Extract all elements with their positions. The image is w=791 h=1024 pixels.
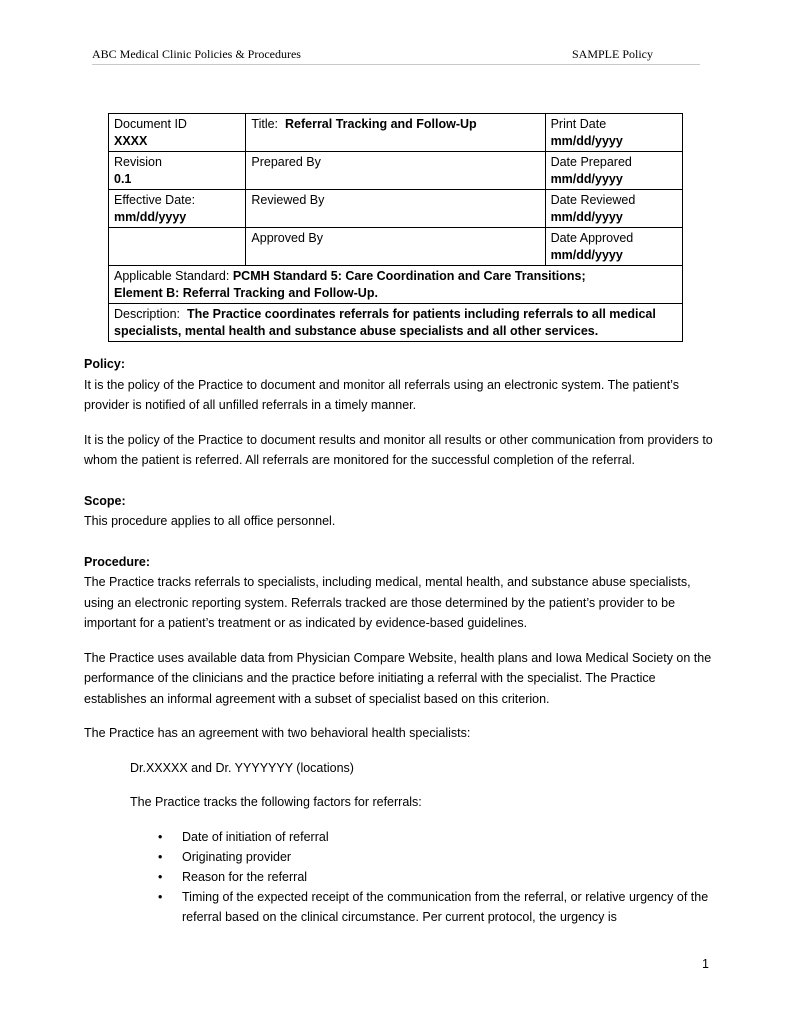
- table-row: [109, 266, 683, 304]
- element-value: Element B: Referral Tracking and Follow-Up.: [114, 286, 378, 300]
- description-label: Description:: [114, 307, 180, 321]
- revision-value: 0.1: [114, 172, 132, 186]
- applicable-standard-cell: [109, 266, 683, 304]
- date-prepared-label: Date Prepared: [550, 155, 632, 169]
- effective-date-cell: [109, 190, 246, 228]
- list-item: • Reason for the referral: [156, 867, 714, 887]
- date-reviewed-label: Date Reviewed: [550, 193, 636, 207]
- list-item: • Timing of the expected receipt of the communication from the referral, or relative urgency of the referral based on the clinical circumstance. Per current protocol, the urgency is: [156, 887, 714, 927]
- bullet-icon: •: [158, 889, 163, 904]
- page-number: 1: [702, 957, 709, 971]
- approved-by-label: Approved By: [251, 231, 323, 245]
- effective-date-value: mm/dd/yyyy: [114, 210, 187, 224]
- reviewed-by-cell: [246, 190, 545, 228]
- table-row: [109, 228, 683, 266]
- document-id-value: XXXX: [114, 134, 148, 148]
- procedure-paragraph-1: The Practice tracks referrals to specialists, including medical, mental health, and substance abuse specialists, using an electronic reporting system. Referrals tracked are those determined by the patient’s provider to be important for a patient’s treatment or as indicated by evidence-based guidelines.: [84, 575, 691, 630]
- approved-by-cell: [246, 228, 545, 266]
- prepared-by-cell: [246, 152, 545, 190]
- date-prepared-value: mm/dd/yyyy: [550, 172, 623, 186]
- bullet-icon: •: [158, 869, 163, 884]
- document-id-cell: [109, 114, 246, 152]
- table-row: [109, 114, 683, 152]
- table-row: [109, 190, 683, 228]
- specialists-line: Dr.XXXXX and Dr. YYYYYYY (locations): [130, 760, 354, 775]
- description-value: The Practice coordinates referrals for patients including referrals to all medical specialists, mental health and substance abuse specialists and all other services.: [114, 307, 656, 338]
- scope-paragraph: This procedure applies to all office personnel.: [84, 514, 336, 528]
- title-value: Referral Tracking and Follow-Up: [284, 117, 477, 131]
- policy-paragraph-1: It is the policy of the Practice to document and monitor all referrals using an electronic system. The patient’s provider is notified of all unfilled referrals in a timely manner.: [84, 377, 679, 412]
- document-id-label: Document ID: [114, 117, 187, 131]
- revision-cell: [109, 152, 246, 190]
- print-date-value: mm/dd/yyyy: [550, 134, 623, 148]
- table-row: [109, 304, 683, 342]
- title-label: Title:: [251, 117, 279, 131]
- effective-date-label: Effective Date:: [114, 193, 196, 207]
- page-header: [92, 47, 700, 65]
- document-info-table: [108, 113, 683, 342]
- prepared-by-label: Prepared By: [251, 155, 321, 169]
- empty-cell: [109, 228, 246, 266]
- date-reviewed-value: mm/dd/yyyy: [550, 210, 623, 224]
- policy-paragraph-2: It is the policy of the Practice to document results and monitor all results or other communication from providers to whom the patient is referred. All referrals are monitored for the successful completion of the referral.: [84, 432, 713, 467]
- header-clinic-title: ABC Medical Clinic Policies & Procedures: [92, 47, 301, 61]
- procedure-paragraph-3: The Practice has an agreement with two behavioral health specialists:: [84, 726, 471, 740]
- date-approved-value: mm/dd/yyyy: [550, 248, 623, 262]
- scope-heading: Scope:: [84, 493, 126, 508]
- print-date-cell: [545, 114, 682, 152]
- factors-intro: The Practice tracks the following factors for referrals:: [130, 795, 422, 809]
- header-sample-policy: SAMPLE Policy: [571, 47, 653, 61]
- standard-value: PCMH Standard 5: Care Coordination and Care Transitions;: [232, 269, 586, 283]
- description-cell: [109, 304, 683, 342]
- document-body: [84, 354, 714, 927]
- table-row: [109, 152, 683, 190]
- standard-label: Applicable Standard:: [114, 269, 230, 283]
- procedure-heading: Procedure:: [84, 554, 150, 569]
- revision-label: Revision: [114, 155, 162, 169]
- procedure-paragraph-2: The Practice uses available data from Physician Compare Website, health plans and Iowa Medical Society on the performance of the clinicians and the practice before initiating a referral with the specialist. The Practice establishes an informal agreement with a subset of specialist based on this criterion.: [84, 650, 712, 706]
- bullet-icon: •: [158, 849, 163, 864]
- list-item: • Date of initiation of referral: [156, 827, 714, 847]
- title-cell: [246, 114, 545, 152]
- reviewed-by-label: Reviewed By: [251, 193, 325, 207]
- print-date-label: Print Date: [550, 117, 607, 131]
- date-approved-cell: [545, 228, 682, 266]
- bullet-icon: •: [158, 829, 163, 844]
- list-item: • Originating provider: [156, 847, 714, 867]
- factors-list: [84, 827, 714, 927]
- date-prepared-cell: [545, 152, 682, 190]
- date-reviewed-cell: [545, 190, 682, 228]
- policy-heading: Policy:: [84, 357, 125, 371]
- date-approved-label: Date Approved: [550, 231, 634, 245]
